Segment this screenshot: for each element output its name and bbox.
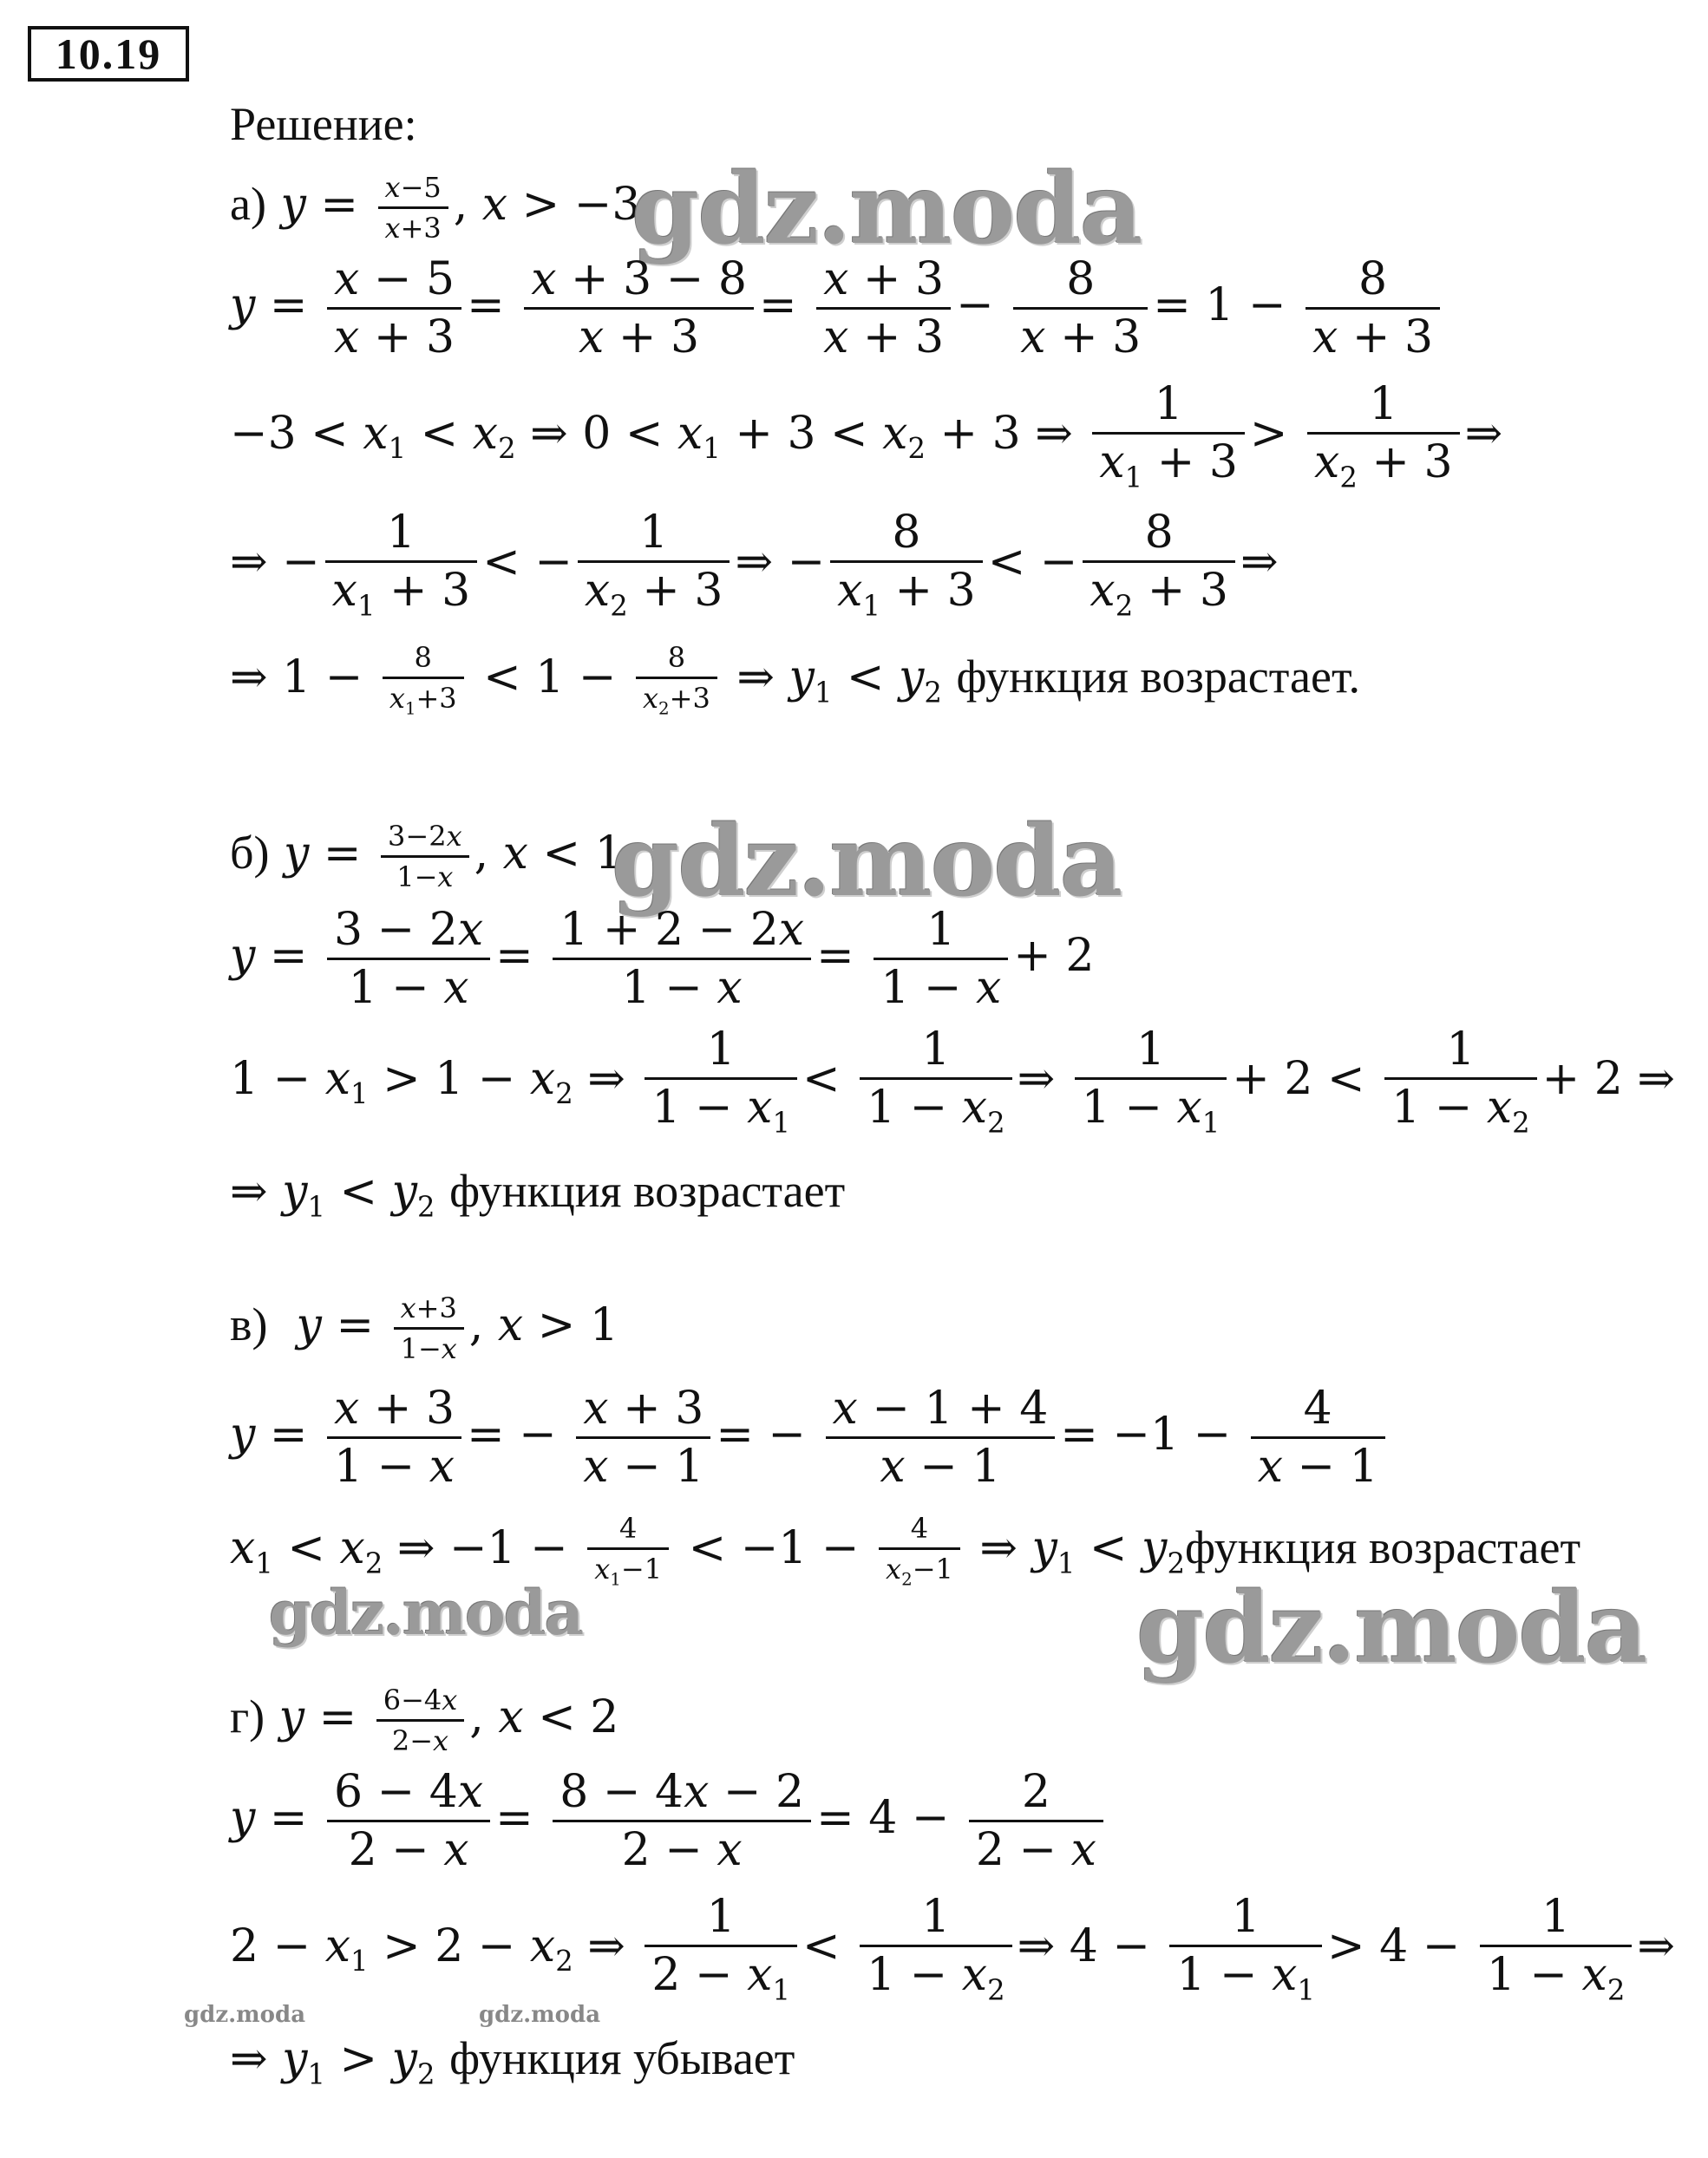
part-b-conclusion: функция возрастает (449, 1165, 846, 1217)
part-v-line-1: y = $\frac{x + 3}{1 - x}$ = − $\frac{x + 3}{x - 1}$ = − $\frac{x - 1 + 4}{x - 1}$ = −1 − $\frac{4}{x - 1}$ (230, 1386, 1391, 1489)
solution-heading: Решение: (230, 98, 417, 150)
part-v-conclusion: функция возрастает (1184, 1521, 1581, 1574)
part-a-line-2: $-3 < x_1 < x_2$ ⇒ $0 < x_1 + 3 < x_2 + 3$ ⇒ $\frac{1}{x_1 + 3}$ > $\frac{1}{x_2 + 3}$ ⇒ (230, 378, 1503, 494)
part-g-conclusion: функция убывает (449, 2032, 795, 2084)
watermark: gdz.moda (479, 2002, 601, 2028)
problem-number: 10.19 (28, 26, 189, 82)
part-a-line-1: y = $\frac{x - 5}{x + 3}$ = $\frac{x + 3 - 8}{x + 3}$ = $\frac{x + 3}{x + 3}$ − $\frac{8}{x + 3}$ = 1 − $\frac{8}{x + 3}$ (230, 257, 1445, 360)
part-v-label: в) (230, 1298, 268, 1350)
part-a-label: а) (230, 178, 266, 230)
part-g-line-2: $2 - x_1 > 2 - x_2$ ⇒ $\frac{1}{2 - x_1}$ < $\frac{1}{1 - x_2}$ ⇒ 4 − $\frac{1}{1 - x_1}$ > 4 − $\frac{1}{1 - x_2}$ ⇒ (230, 1891, 1675, 2007)
part-g-label: г) (230, 1690, 265, 1743)
watermark: gdz.moda (612, 805, 1122, 919)
part-a-statement: а) y = $\frac{x-5}{x+3}$ , x > −3 (230, 171, 641, 245)
part-b-line-2: $1 - x_1 > 1 - x_2$ ⇒ $\frac{1}{1 - x_1}$ < $\frac{1}{1 - x_2}$ ⇒ $\frac{1}{1 - x_1}$ + 2 < $\frac{1}{1 - x_2}$ + 2 ⇒ (230, 1023, 1675, 1140)
part-g-statement: г) y = $\frac{6-4x}{2-x}$ , x < 2 (230, 1684, 619, 1757)
watermark: gdz.moda (184, 2002, 306, 2028)
part-a-line-3: ⇒ − $\frac{1}{x_1 + 3}$ < − $\frac{1}{x_2 + 3}$ ⇒ − $\frac{8}{x_1 + 3}$ < − $\frac{8}{x_2 + 3}$ ⇒ (230, 507, 1279, 623)
part-b-statement: б) y = $\frac{3-2x}{1-x}$ , x < 1 (230, 820, 624, 893)
watermark: gdz.moda (632, 153, 1142, 266)
part-v-statement: в) y = $\frac{x+3}{1-x}$ , x > 1 (230, 1292, 618, 1365)
part-v-line-2: $x_1 < x_2$ ⇒ −1 − $\frac{4}{x_1-1}$ < −1 − $\frac{4}{x_2-1}$ ⇒ $y_1$ < $y_2функция$ возрастает (230, 1512, 1581, 1590)
watermark: gdz.moda (1136, 1572, 1646, 1685)
part-g-line-1: y = $\frac{6 - 4x}{2 - x}$ = $\frac{8 - 4x - 2}{2 - x}$ = 4 − $\frac{2}{2 - x}$ (230, 1769, 1109, 1873)
part-a-conclusion: функция возрастает. (956, 651, 1361, 703)
part-b-line-3: ⇒ $y_1 < y_2$ функция возрастает (230, 1165, 846, 1224)
part-b-line-1: y = $\frac{3 - 2x}{1 - x}$ = $\frac{1 + 2 - 2x}{1 - x}$ = $\frac{1}{1 - x}$ + 2 (230, 904, 1095, 1014)
watermark: gdz.moda (269, 1577, 583, 1649)
part-a-line-4: ⇒ 1 − $\frac{8}{x_1+3}$ < 1 − $\frac{8}{x_2+3}$ ⇒ $y_1 < y_2$ функция возрастает. (230, 641, 1361, 719)
part-b-label: б) (230, 827, 270, 879)
part-g-line-3: ⇒ $y_1 > y_2$ функция убывает (230, 2032, 795, 2091)
